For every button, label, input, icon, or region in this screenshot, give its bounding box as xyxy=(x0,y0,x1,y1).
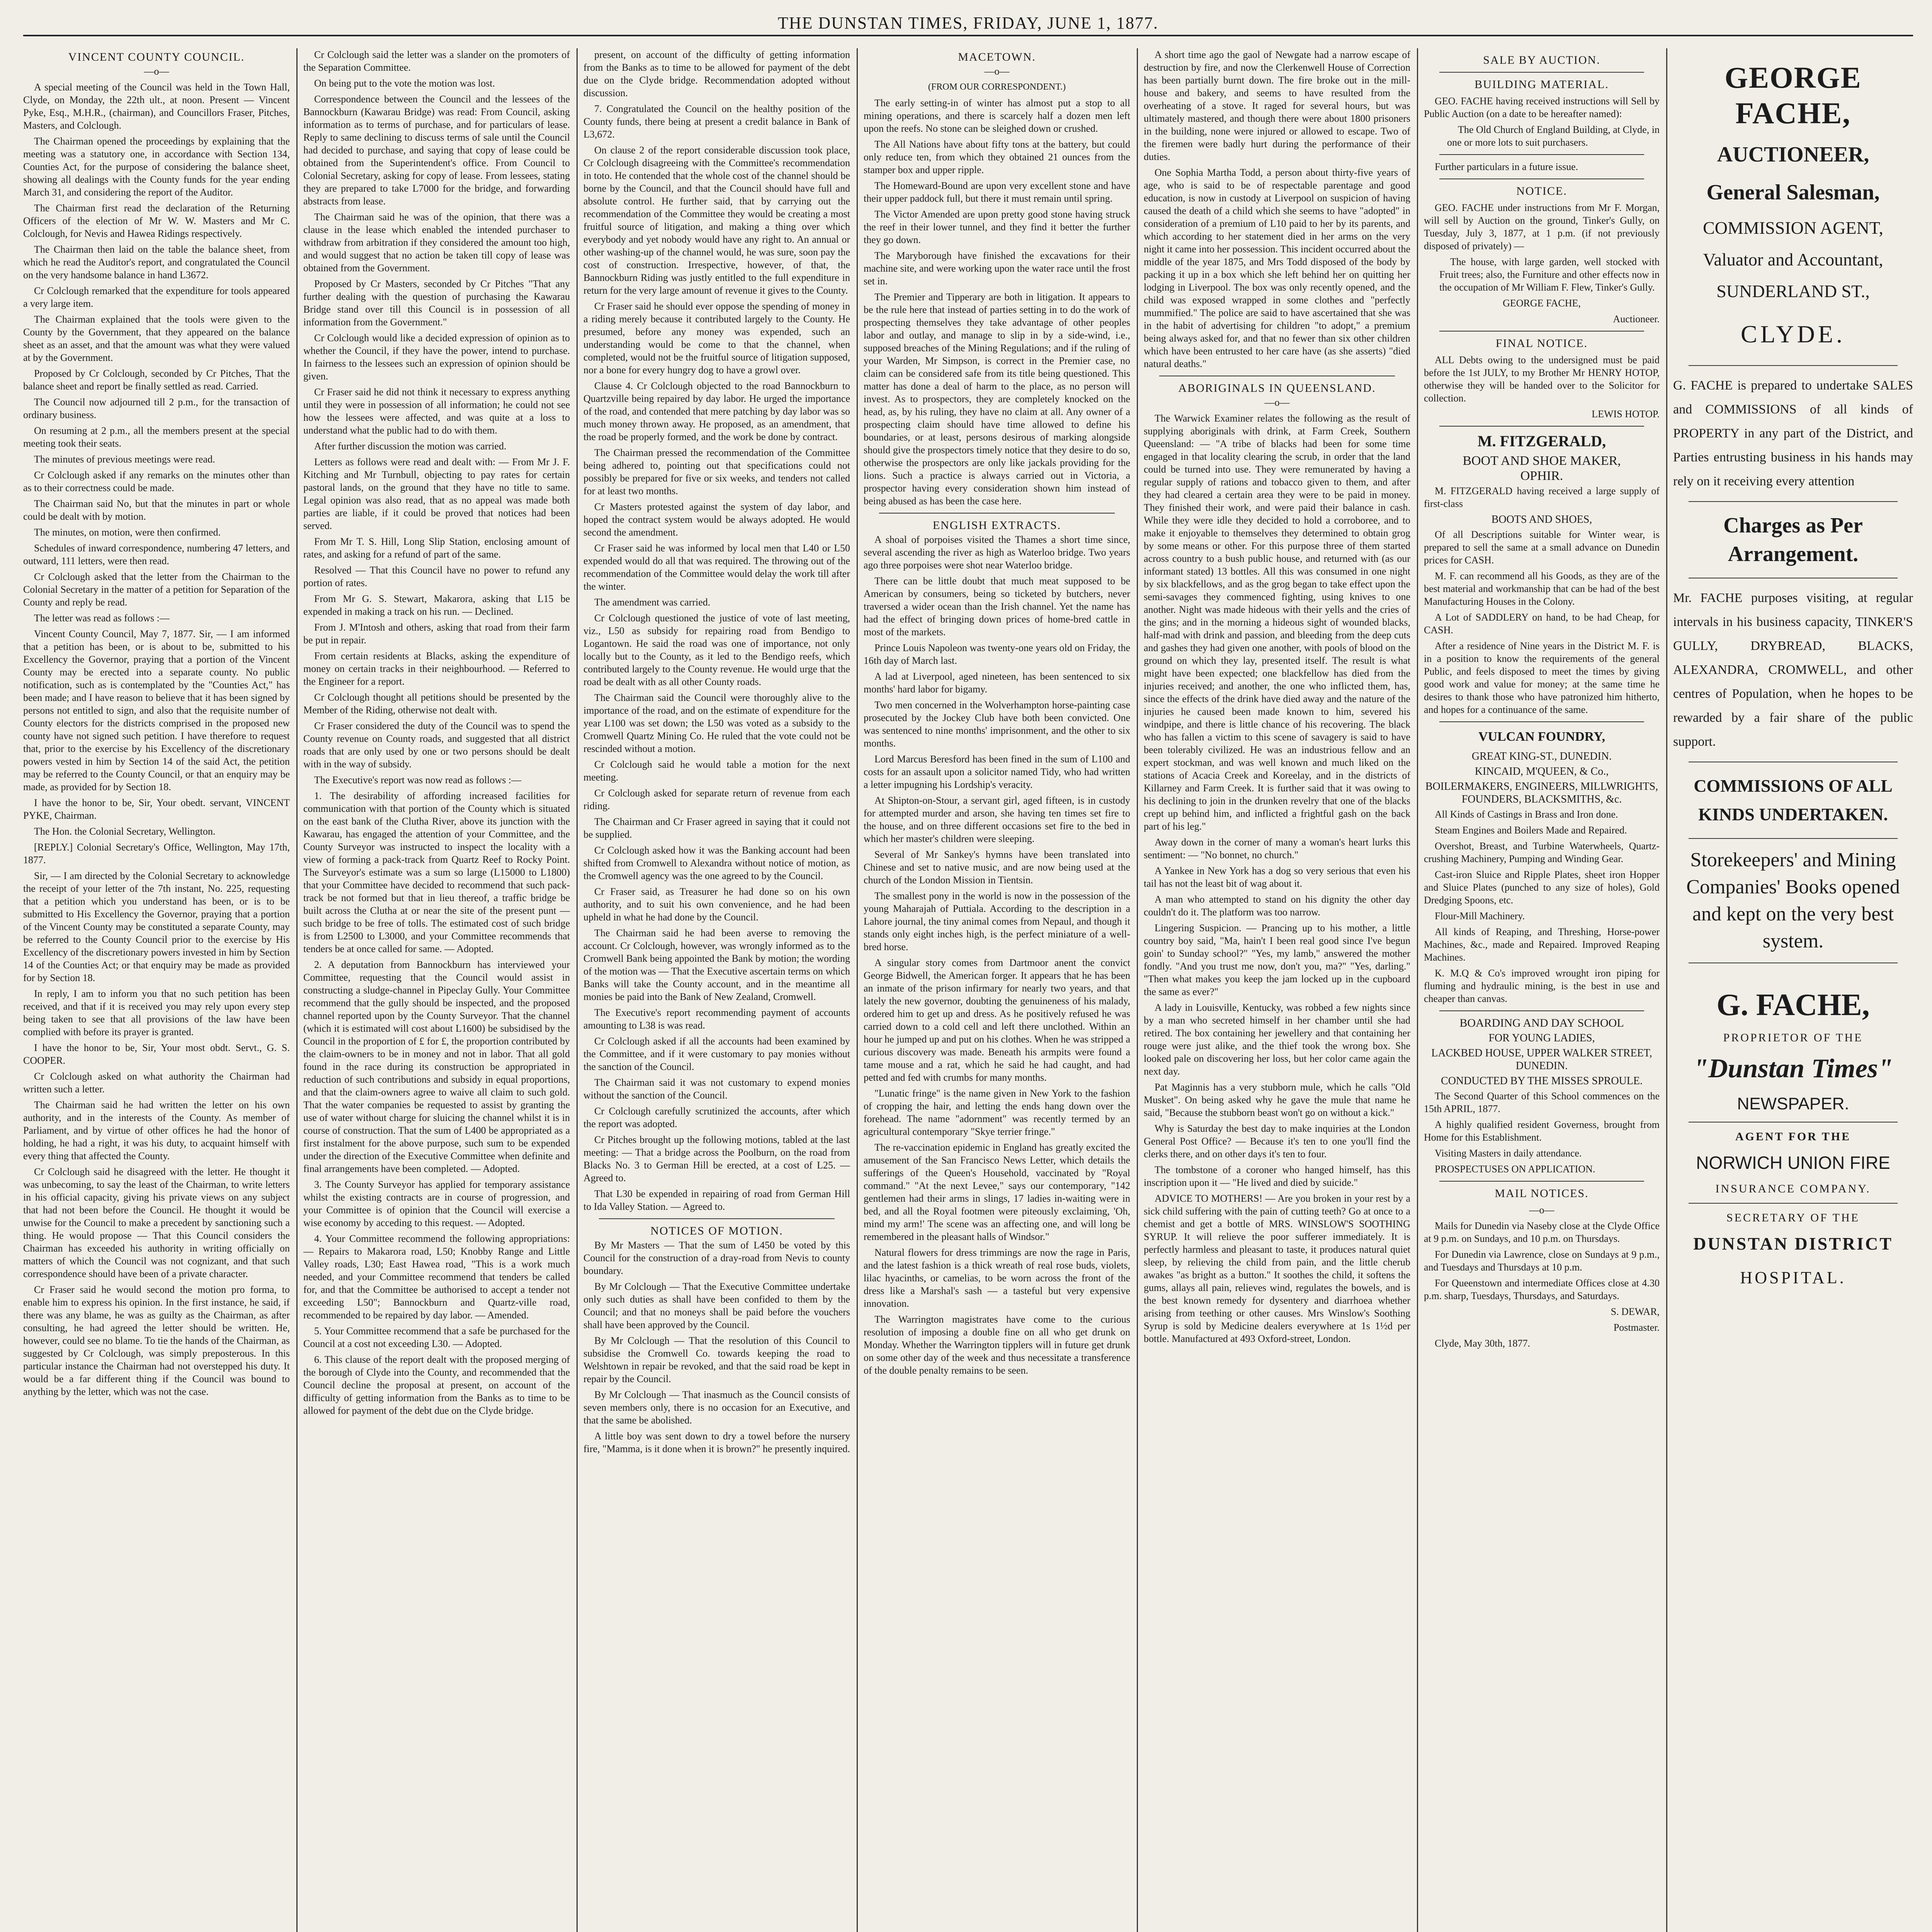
paragraph: For Queenstown and intermediate Offices close at 4.30 p.m. sharp, Tuesdays, Thursdays, and Saturdays. xyxy=(1424,1277,1660,1301)
paragraph: By Mr Colclough — That the resolution of this Council to subsidise the Cromwell Co. towards keeping the road to Welshtown in repair be revoked, and that the said road be kept in repair by the Council. xyxy=(583,1335,850,1384)
advert-text: Mr. FACHE purposes visiting, at regular intervals in his business capacity, TINKER'S GULLY, DRYBREAD, BLACKS, ALEXANDRA, CROMWELL, and other centres of Population, when he hopes to be rewarded by a fair share of the public support. xyxy=(1673,591,1913,749)
paragraph: 1. The desirability of affording increased facilities for communication with that portion of the County which is situated on the east bank of the Clutha River, above its junction with the Kawarau, has engaged the attention of your Committee, and the County Surveyor was instructed to inspect the locality with a view of forming a pack-track from Quartz Reef to Rocky Point. The Surveyor's estimate was a sum so large (L15000 to L1800) that your Committee have decided to recommend that such pack-track be not formed but that in lieu thereof, a traffic bridge be built across the Clutha at or near the site of the present punt — such bridge to be free of tolls. The estimated cost of such bridge is from L2500 to L3000, and your Committee recommends that tenders be at once called for same. — Adopted. xyxy=(303,790,570,954)
paragraph: The Premier and Tipperary are both in litigation. It appears to be the rule here that instead of parties setting in to do the work of prospecting themselves they take advantage of other peoples labor and outlay, and manage to slip in by a side-wind, i.e., supposed breaches of the Mining Regulations; and if the ruling of your Warden, Mr Simpson, is correct in the Premier case, no claim can be considered safe from its title being questioned. This matter has done a deal of harm to the place, as no person will invest. As to prospectors, they are completely knocked on the head, as, by his ruling, they have no claim at all. Any owner of a prospecting claim should have time allowed to define his boundaries, or at least, persons desirous of marking alongside should give the prospectors timely notice that they desire to do so, otherwise the prospectors are only like jackals providing for the lions. Such a practice is always carried out in Victoria, a prospector having every consideration shown him instead of being abused as has been the case here. xyxy=(864,291,1130,507)
advert-line: NORWICH UNION FIRE xyxy=(1696,1153,1890,1173)
paragraph: The Chairman said No, but that the minutes in part or whole could be dealt with by motion. xyxy=(23,498,290,522)
article-body xyxy=(864,533,1130,1377)
divider xyxy=(1439,1010,1644,1011)
paragraph: present, on account of the difficulty of getting information from the Banks as to time to be allowed for payment of the debt due on the Clyde bridge. Recommendation adopted without discussion. xyxy=(583,49,850,99)
article-byline: (FROM OUR CORRESPONDENT.) xyxy=(928,82,1066,92)
paragraph: Cr Colclough carefully scrutinized the accounts, after which the report was adopted. xyxy=(583,1105,850,1129)
ad-subtitle: BUILDING MATERIAL. xyxy=(1475,78,1609,91)
paragraph: Why is Saturday the best day to make inquiries at the London General Post Office? — Because it's ten to one you'll find the clerks there, and on other days it's ten to four. xyxy=(1144,1123,1410,1160)
paragraph: Cr Pitches brought up the following motions, tabled at the last meeting: — That a bridge across the Poolburn, on the road from Blacks No. 3 to German Hill be erected, at a cost of L25. — Agreed to. xyxy=(583,1134,850,1184)
column-6-advertisements xyxy=(1424,48,1660,1932)
paragraph: Cr Colclough asked on what authority the Chairman had written such a letter. xyxy=(23,1071,290,1095)
divider xyxy=(1689,838,1898,839)
paragraph: All Kinds of Castings in Brass and Iron done. xyxy=(1435,809,1618,820)
paragraph: The amendment was carried. xyxy=(594,597,711,608)
article-body xyxy=(23,81,290,1398)
advert-line: COMMISSIONS OF ALL KINDS UNDERTAKEN. xyxy=(1694,776,1893,824)
paragraph: Cr Colclough thought all petitions should be presented by the Member of the Riding, otherwise not dealt with. xyxy=(303,692,570,716)
divider xyxy=(1439,331,1644,332)
ad-signature: GEORGE FACHE, xyxy=(1503,298,1581,309)
ad-text: ALL Debts owing to the undersigned must be paid before the 1st JULY, to my Brother Mr HENRY HOTOP, otherwise they will be handed over to the Solicitor for collection. xyxy=(1424,354,1660,404)
advert-line: General Salesman, xyxy=(1706,180,1880,204)
paragraph: All kinds of Reaping, and Threshing, Horse-power Machines, &c., made and Repaired. Improved Reaping Machines. xyxy=(1424,926,1660,963)
paragraph: Cast-iron Sluice and Ripple Plates, sheet iron Hopper and Sluice Plates (punched to any size of holes), Gold Dredging Spoons, etc. xyxy=(1424,869,1660,906)
ad-heading: M. FITZGERALD, xyxy=(1477,432,1606,450)
article-body xyxy=(864,97,1130,507)
ad-subheading: GREAT KING-ST., DUNEDIN. xyxy=(1471,750,1612,762)
ad-text: After a residence of Nine years in the District M. F. is in a position to know the requirements of the general Public, and feels disposed to meet the times by giving good work and value for money; at the same time he desires to thank those who have patronized him hitherto, and hopes for a continuance of the same. xyxy=(1424,640,1660,715)
ad-heading: VULCAN FOUNDRY, xyxy=(1478,730,1605,744)
paragraph: Lord Marcus Beresford has been fined in the sum of L100 and costs for an assault upon a solicitor named Tidy, who had written a letter impugning his Lordship's veracity. xyxy=(864,753,1130,790)
paragraph: That L30 be expended in repairing of road from German Hill to Ida Valley Station. — Agreed to. xyxy=(583,1188,850,1212)
advert-line: AGENT FOR THE xyxy=(1735,1130,1851,1143)
paragraph: For Dunedin via Lawrence, close on Sundays at 9 p.m., and Tuesdays and Thursdays at 10 p.m. xyxy=(1424,1249,1660,1273)
paragraph: [REPLY.] Colonial Secretary's Office, Wellington, May 17th, 1877. xyxy=(23,842,290,866)
paragraph: I have the honor to be, Sir, Your obedt. servant, VINCENT PYKE, Chairman. xyxy=(23,797,290,821)
paragraph: The Chairman explained that the tools were given to the County by the Government, that they appeared on the balance sheet as an asset, and that the amount was what they were valued at by the Government. xyxy=(23,314,290,363)
paragraph: Cr Colclough asked for separate return of revenue from each riding. xyxy=(583,787,850,811)
paragraph: On clause 2 of the report considerable discussion took place, Cr Colclough disagreeing with the Committee's recommendation in toto. He contended that the whole cost of the channel should be borne by the Council, and that the Council should have full and absolute control. He further said, that by carrying out the recommendation of the Committee they would be creating a most fruitful source of litigation, and making a thing over which everybody and yet nobody would have any right to. An annual or other washing-up of the channel would, he was sure, soon pay the cost of construction. Irrespective, however, of that, the Bannockburn Riding was justly entitled to the full expenditure in return for the very large amount of revenue it gives to the County. xyxy=(583,145,850,296)
paragraph: Cr Colclough said he would table a motion for the next meeting. xyxy=(583,759,850,783)
article-body xyxy=(303,48,570,1417)
paragraph: From certain residents at Blacks, asking the expenditure of money on certain tracks in their neighbourhood. — Referred to the Engineer for a report. xyxy=(303,650,570,687)
paragraph: Lingering Suspicion. — Prancing up to his mother, a little country boy said, "Ma, hain't I been real good since I've begun goin' to Sunday school?" "Yes, my lamb," answered the mother fondly. "And you trust me now, don't you, ma?" "Yes, darling." "Then what makes you keep the jam locked up in the cupboard the same as ever?" xyxy=(1144,922,1410,997)
advert-line: DUNSTAN DISTRICT xyxy=(1693,1234,1893,1253)
paragraph: K. M.Q & Co's improved wrought iron piping for fluming and hydraulic mining, is the best in use and cheaper than canvas. xyxy=(1424,968,1660,1004)
paragraph: 3. The County Surveyor has applied for temporary assistance whilst the existing contracts are in course of progression, and your Committee is of opinion that the Council will exercise a wise economy by acceding to this request. — Adopted. xyxy=(303,1179,570,1228)
column-4 xyxy=(864,48,1130,1932)
paragraph: The Warrington magistrates have come to the curious resolution of imposing a double fine on all who get drunk on Monday. Whether the Warrington tipplers will in future get drunk on some other day of the week and thus necessitate a transference of the double penalty remains to be seen. xyxy=(864,1314,1130,1376)
advert-line: INSURANCE COMPANY. xyxy=(1715,1182,1871,1195)
paragraph: Cr Colclough remarked that the expenditure for tools appeared a very large item. xyxy=(23,285,290,309)
advert-line: AUCTIONEER, xyxy=(1717,143,1869,167)
ad-text: Of all Descriptions suitable for Winter wear, is prepared to sell the same at a small advance on Dunedin prices for CASH. xyxy=(1424,529,1660,566)
ad-role: Postmaster. xyxy=(1613,1322,1660,1333)
article-title: VINCENT COUNTY COUNCIL. xyxy=(68,51,245,63)
advert-line: Valuator and Accountant, xyxy=(1703,250,1883,269)
paragraph: The Maryborough have finished the excavations for their machine site, and were working upon the water race until the frost set in. xyxy=(864,250,1130,287)
advert-line: "Dunstan Times" xyxy=(1693,1054,1893,1083)
article-title: ABORIGINALS IN QUEENSLAND. xyxy=(1178,382,1376,395)
paragraph: The Second Quarter of this School commences on the 15th APRIL, 1877. xyxy=(1424,1090,1660,1114)
paragraph: Away down in the corner of many a woman's heart lurks this sentiment: — "No bonnet, no church." xyxy=(1144,837,1410,861)
paragraph: Cr Colclough would like a decided expression of opinion as to whether the Council, if they have the power, intend to purchase. In fairness to the lessees such an expression of opinion should be given. xyxy=(303,332,570,382)
paragraph: Overshot, Breast, and Turbine Waterwheels, Quartz-crushing Machinery, Pumping and Winding Gear. xyxy=(1424,840,1660,864)
advert-banner: GEORGE FACHE, xyxy=(1725,61,1862,130)
paragraph: A highly qualified resident Governess, brought from Home for this Establishment. xyxy=(1424,1119,1660,1143)
paragraph: Mails for Dunedin via Naseby close at the Clyde Office at 9 p.m. on Sundays, and 10 p.m. on Thursdays. xyxy=(1424,1220,1660,1244)
paragraph: The minutes, on motion, were then confirmed. xyxy=(34,527,221,538)
ad-heading: BOARDING AND DAY SCHOOL xyxy=(1459,1017,1624,1029)
paragraph: On being put to the vote the motion was lost. xyxy=(314,78,495,89)
paragraph: Cr Masters protested against the system of day labor, and hoped the contract system would be always adopted. He would second the amendment. xyxy=(583,501,850,538)
column-5 xyxy=(1144,48,1410,1932)
article-body xyxy=(1144,48,1410,370)
ad-text: M. FITZGERALD having received a large supply of first-class xyxy=(1424,485,1660,509)
column-rule xyxy=(577,48,578,1932)
ad-title: NOTICE. xyxy=(1516,185,1567,197)
ad-role: Auctioneer. xyxy=(1613,313,1660,325)
advert-line: COMMISSION AGENT, xyxy=(1703,218,1883,238)
paragraph: I have the honor to be, Sir, Your most obdt. Servt., G. S. COOPER. xyxy=(23,1042,290,1066)
paragraph: Cr Colclough asked if any remarks on the minutes other than as to their correctness could be made. xyxy=(23,469,290,493)
advert-line: SUNDERLAND ST., xyxy=(1716,281,1870,301)
paragraph: Vincent County Council, May 7, 1877. Sir, — I am informed that a petition has been, or is about to be, submitted to his Excellency the Governor, praying that a portion of the Vincent County may be erected into a separate county. No public notification, such as is contemplated by the "Counties Act," has been made; and I have reason to believe that it has been signed by persons not entitled to sign, and also that the requisite number of County electors for the districts comprised in the proposed new county have not signed such petition. I have therefore to request that, prior to the exercise by his Excellency of the discretionary powers vested in him by Section 14 of the said Act, the petition may be referred to the County Council, or that an enquiry may be made, as provided for by Section 18. xyxy=(23,628,290,793)
divider xyxy=(1439,1181,1644,1182)
ad-subheading: CONDUCTED BY THE MISSES SPROULE. xyxy=(1441,1075,1643,1087)
paragraph: The early setting-in of winter has almost put a stop to all mining operations, and there is scarcely half a dozen men left upon the reefs. No stone can be sleighed down or crushed. xyxy=(864,97,1130,134)
paragraph: Clause 4. Cr Colclough objected to the road Bannockburn to Quartzville being repaired by day labor. He urged the importance of the road, and contended that mere patching by day labor was so much money thrown away. He proposed, as an amendment, that the road be properly formed, and the work be done by contract. xyxy=(583,380,850,442)
advert-line: NEWSPAPER. xyxy=(1737,1094,1849,1113)
paragraph: There can be little doubt that much meat supposed to be American by consumers, being so ticketed by butchers, never traversed a wider ocean than the Irish channel. Yet the name has had the effect of bringing down prices of home-bred cattle in most of the markets. xyxy=(864,575,1130,638)
divider xyxy=(1439,154,1644,155)
paragraph: Steam Engines and Boilers Made and Repaired. xyxy=(1435,825,1627,836)
ad-signature: S. DEWAR, xyxy=(1611,1306,1660,1317)
paragraph: The Homeward-Bound are upon very excellent stone and have their upper paddock full, but there it must remain until spring. xyxy=(864,180,1130,204)
ad-list xyxy=(1424,808,1660,1005)
paragraph: Visiting Masters in daily attendance. xyxy=(1435,1148,1582,1159)
paragraph: The Chairman pressed the recommendation of the Committee being adhered to, pointing out that specifications could not possibly be prepared for five or six weeks, and tenders not called for at least two months. xyxy=(583,447,850,497)
advert-line: SECRETARY OF THE xyxy=(1726,1211,1860,1224)
advert-line: HOSPITAL. xyxy=(1740,1268,1846,1287)
ad-list xyxy=(1424,1090,1660,1175)
advert-line: PROPRIETOR OF THE xyxy=(1723,1031,1863,1044)
paragraph: From J. M'Intosh and others, asking that road from their farm be put in repair. xyxy=(303,622,570,646)
paragraph: The All Nations have about fifty tons at the battery, but could only reduce ten, from which they obtained 21 ounces from the stamper box and upper ripple. xyxy=(864,139,1130,175)
paragraph: Cr Fraser considered the duty of the Council was to spend the County revenue on County roads, and suggested that all district roads that are only used by one or two persons should be dealt with in the way of subsidy. xyxy=(303,720,570,770)
article-title: MACETOWN. xyxy=(958,51,1036,63)
paragraph: The Warwick Examiner relates the following as the result of supplying aboriginals with drink, at Farm Creek, Southern Queensland: — "A tribe of blacks had been for some time engaged in that locality clearing the scrub, in order that the land could be turned into use. They were remunerated by having a regular supply of rations and tobacco given to them, and after they had cleared a certain area they were to be paid in money. They finished their work, and were paid their balance in cash. While they were idle they decided to hold a corroboree, and to make it enjoyable to themselves they determined to obtain grog by some means or other. For this purpose three of them started across country to a bush public house, and returned with (as our informant stated) 13 bottles. All this was consumed in one night by six blackfellows, and as the grog began to take effect upon the semi-savages they commenced fighting, using knives to one another. Night was made hideous with their yells and the cries of the gins; and in the morning a hideous sight of wounded blacks, half-mad with drink and passion, and bleeding from the deep cuts and gashes they had given one another, with pools of blood on the ground on which they lay, presented itself. The result is what might have been expected; one blackfellow has died from the injuries received; and another, the one who inflicted them, has, since the effects of the drink have died away and the nature of the injuries he caused been made known to him, severed his windpipe, and there is little chance of his recovering. The black who has fallen a victim to this scene of savagery is said to have been tolerably civilized. He was an industrious fellow and an expert stockman, and was well known and much liked on the stations of Acacia Creek and Koreelay, and in the districts of Killarney and Farm Creek. It is further said that it was owing to his declining to join in the drunken revelry that one of the blacks crept up behind him, and inflicted a frightful gash on the back part of his leg." xyxy=(1144,413,1410,832)
paragraph: 6. This clause of the report dealt with the proposed merging of the borough of Clyde into the County, and recommended that the Council decline the proposal at present, on account of the difficulty of getting information from the Banks as to time to be allowed for payment of the debt due on the Clyde bridge. xyxy=(303,1354,570,1416)
divider xyxy=(1689,1203,1898,1204)
ad-title: SALE BY AUCTION. xyxy=(1483,54,1600,66)
ad-text: GEO. FACHE under instructions from Mr F. Morgan, will sell by Auction on the ground, Tinker's Gully, on Tuesday, July 3, 1877, at 1 p.m. (if not previously disposed of privately) — xyxy=(1424,202,1660,252)
paragraph: Cr Fraser said he should ever oppose the spending of money in a riding merely because it contributed largely to the County. He presumed, before any money was expended, such an understanding would be come to that the channel, when completed, would not be the fruitful source of litigation supposed, nor a bone for every hungry dog to have a growl over. xyxy=(583,301,850,376)
paragraph: The Hon. the Colonial Secretary, Wellington. xyxy=(34,826,216,837)
paragraph: Correspondence between the Council and the lessees of the Bannockburn (Kawarau Bridge) was read: From Council, asking information as to terms of purchase, and for particulars of lease. Reply to same declining to discuss terms of sale until the Council had decided to purchase, and saying that copy of lease could be obtained from the Superintendent's office. From Council to Colonial Secretary, asking for copy of lease. From lessees, stating they are prepared to take L7000 for the bridge, and forwarding abstracts from lease. xyxy=(303,94,570,207)
notices-title: NOTICES OF MOTION. xyxy=(650,1225,783,1237)
paragraph: A lady in Louisville, Kentucky, was robbed a few nights since by a man who secreted himself in her chamber until she had retired. The box containing her jewellery and that containing her rouge were just alike, and the thief took the wrong box. She looked pale on discovering her loss, but her color came again the next day. xyxy=(1144,1002,1410,1077)
ad-subheading: BOOTS AND SHOES, xyxy=(1491,514,1592,526)
paragraph: Cr Colclough asked that the letter from the Chairman to the Colonial Secretary in the matter of a petition for Separation of the County and reply be read. xyxy=(23,571,290,608)
paragraph: A special meeting of the Council was held in the Town Hall, Clyde, on Monday, the 22th ult., at noon. Present — Vincent Pyke, Esq., M.H.R., (chairman), and Councillors Fraser, Pitches, Masters, and Colclough. xyxy=(23,82,290,131)
paragraph: By Mr Colclough — That the Executive Committee undertake only such duties as shall have been confided to them by the Council; and that no moneys shall be paid before the vouchers shall have been approved by the Council. xyxy=(583,1281,850,1330)
paragraph: The Chairman said it was not customary to expend monies without the sanction of the Council. xyxy=(583,1077,850,1101)
paragraph: Schedules of inward correspondence, numbering 47 letters, and outward, 111 letters, were then read. xyxy=(23,543,290,566)
paragraph: Sir, — I am directed by the Colonial Secretary to acknowledge the receipt of your letter of the 7th instant, No. 225, requesting that a petition which you understand has been, or is to be submitted to His Excellency the Governor, praying that a portion of the Vincent County may be constituted a separate County, may be referred to the County Council prior to the exercise by His Excellency of the discretionary powers invested in him by Section 14 of the Counties Act; or that enquiry may be made as provided for by Section 18. xyxy=(23,870,290,983)
ad-date: Clyde, May 30th, 1877. xyxy=(1435,1338,1530,1349)
paragraph: The Chairman opened the proceedings by explaining that the meeting was a statutory one, in accordance with Section 134, Counties Act, for the purpose of considering the balance sheet, showing all dealings with the County funds for the year ending March 31, and considering the report of the Auditor. xyxy=(23,136,290,198)
paragraph: Natural flowers for dress trimmings are now the rage in Paris, and the latest fashion is a thick wreath of real rose buds, violets, lilac hyacinths, or camelias, to be worn across the front of the dress like a Marshal's sash — a tasteful but very expensive innovation. xyxy=(864,1247,1130,1309)
paragraph: A little boy was sent down to dry a towel before the nursery fire, "Mamma, is it done when it is brown?" he presently inquired. xyxy=(583,1430,850,1454)
paragraph: The Chairman said the Council were thoroughly alive to the importance of the road, and on the estimate of expenditure for the year L100 was set down; the L50 was voted as a subsidy to the Cromwell Quartz Mining Co. He ruled that the vote could not be rescinded without a motion. xyxy=(583,692,850,754)
ad-title: MAIL NOTICES. xyxy=(1495,1187,1589,1200)
column-7-fache-advert xyxy=(1673,48,1913,1932)
column-rule xyxy=(1666,48,1667,1932)
paragraph: Flour-Mill Machinery. xyxy=(1435,910,1525,922)
ad-subheading: BOOT AND SHOE MAKER, xyxy=(1463,454,1621,468)
paragraph: One Sophia Martha Todd, a person about thirty-five years of age, who is said to be of respectable parentage and good education, is now in custody at Liverpool on suspicion of having caused the death of a child which she seems to have "adopted" in consideration of a premium of L10 paid to her by its parents, and which according to her statement died in her arms on the very night it came into her possession. This incident occurred about the middle of the year 1875, and Mrs Todd disposed of the body by packing it up in a box which she left behind her on quitting her lodging in Liverpool. The box was only recently opened, and the child was exposed wrapped in some clothes and "perfectly mummified." The police are said to have ascertained that she was in the habit of advertising for children "to adopt," a premium being always asked for, and that no fewer than six other children which have been entrusted to her care have (as she asserts) "died natural deaths." xyxy=(1144,167,1410,369)
ad-text: The Old Church of England Building, at Clyde, in one or more lots to suit purchasers. xyxy=(1447,124,1660,148)
column-1 xyxy=(23,48,290,1932)
divider xyxy=(1439,72,1644,73)
ad-subheading: FOR YOUNG LADIES, xyxy=(1488,1032,1595,1044)
column-3 xyxy=(583,48,850,1932)
article-body xyxy=(583,48,850,1213)
column-rule xyxy=(296,48,298,1932)
paragraph: The Executive's report was now read as follows :— xyxy=(314,774,522,786)
paragraph: A singular story comes from Dartmoor anent the convict George Bidwell, the American forger. It appears that he has been an inmate of the prison infirmary for nearly two years, and that lately the new governor, doubting the genuineness of his malady, ordered him to get up and dress. As he positively refused he was carried down to a cold cell and left there unclothed. Within an hour he jumped up and put on his clothes. When he was stripped a curious discovery was made. Beneath his armpits were found a tame mouse and a rat, which he said he had caught, and had petted and fed with crumbs for many months. xyxy=(864,957,1130,1083)
paragraph: By Mr Colclough — That inasmuch as the Council consists of seven members only, there is no occasion for an Executive, and that the same be abolished. xyxy=(583,1389,850,1426)
paragraph: Cr Colclough said the letter was a slander on the promoters of the Separation Committee. xyxy=(303,49,570,73)
paragraph: From Mr G. S. Stewart, Makarora, asking that L15 be expended in making a track on his run. — Declined. xyxy=(303,593,570,617)
paragraph: A man who attempted to stand on his dignity the other day couldn't do it. The platform was too narrow. xyxy=(1144,894,1410,918)
divider xyxy=(879,513,1115,514)
column-2 xyxy=(303,48,570,1932)
paragraph: Several of Mr Sankey's hymns have been translated into Chinese and set to native music, and are now being used at the church of the London Mission in Tientsin. xyxy=(864,849,1130,886)
paragraph: A short time ago the gaol of Newgate had a narrow escape of destruction by fire, and now the Clerkenwell House of Correction has been partially burnt down. The fire broke out in the mill-house and bakery, and seems to have resulted from the overheating of a stove. It raged for several hours, but was ultimately mastered, and though there were about 1800 prisoners in the building, none were injured or allowed to escape. Two of the firemen were badly hurt during the performance of their duties. xyxy=(1144,49,1410,162)
paragraph: A shoal of porpoises visited the Thames a short time since, several ascending the river as high as Waterloo bridge. Two years ago three porpoises were shot near Waterloo bridge. xyxy=(864,534,1130,571)
paragraph: 5. Your Committee recommend that a safe be purchased for the Council at a cost not exceeding L30. — Adopted. xyxy=(303,1325,570,1349)
divider xyxy=(1689,501,1898,502)
advert-text: G. FACHE is prepared to undertake SALES and COMMISSIONS of all kinds of PROPERTY in any part of the District, and Parties entrusting business in his hands may rely on it receiving every attention xyxy=(1673,378,1913,488)
ad-subheading: BOILERMAKERS, ENGINEERS, MILLWRIGHTS, FOUNDERS, BLACKSMITHS, &c. xyxy=(1425,781,1658,805)
paragraph: The smallest pony in the world is now in the possession of the young Maharajah of Puttiala. According to the description in a Lahore journal, the tiny animal comes from Nepaul, and though it stands only eight inches high, is the perfect miniature of a well-bred horse. xyxy=(864,890,1130,952)
divider xyxy=(1689,365,1898,366)
paragraph: After further discussion the motion was carried. xyxy=(314,440,507,452)
paragraph: The Victor Amended are upon pretty good stone having struck the reef in their lower tunnel, and they find it better the further they go down. xyxy=(864,209,1130,245)
column-rule xyxy=(1137,48,1138,1932)
ad-text: GEO. FACHE having received instructions will Sell by Public Auction (on a date to be hereafter named): xyxy=(1424,95,1660,119)
separator: —o— xyxy=(144,66,169,77)
paragraph: 7. Congratulated the Council on the healthy position of the County funds, there being at present a credit balance in Bank of L3,672. xyxy=(583,103,850,140)
paragraph: Proposed by Cr Colclough, seconded by Cr Pitches, That the balance sheet and report be finally settled as read. Carried. xyxy=(23,368,290,392)
paragraph: 2. A deputation from Bannockburn has interviewed your Committee, requesting that the Council would assist in constructing a sludge-channel in Pipeclay Gully. Your Committee recommend that the gully should be inspected, and the proposed channel reported upon by the County Surveyor. That the channel (which it is estimated will cost about L1600) be subsidised by the Council in the proportion of £ for £, the proportion contributed by the claim-owners to be in money and not in labor. That all gold found in the race during its construction be appropriated in reduction of such contributions and subsidy in equal proportions, and that the claim-owners agree to waive all claim to such gold. That the water companies be requested to assist by granting the use of water without charge for sluicing the channel whilst it is in course of construction. That the sum of L400 be appropriated as a first instalment for the above purpose, such sum to be expended under the direction of the Executive Committee when definite and final arrangements have been completed. — Adopted. xyxy=(303,959,570,1174)
advert-line: G. FACHE, xyxy=(1716,988,1870,1022)
paragraph: Resolved — That this Council have no power to refund any portion of rates. xyxy=(303,565,570,588)
column-rule xyxy=(1417,48,1418,1932)
ad-text: The house, with large garden, well stocked with Fruit trees; also, the Furniture and other effects now in the occupation of Mr William F. Flew, Tinker's Gully. xyxy=(1439,256,1660,293)
separator: —o— xyxy=(1264,397,1290,408)
paragraph: Proposed by Cr Masters, seconded by Cr Pitches "That any further dealing with the question of purchasing the Kawarau Bridge stand over till this Council is in possession of all information from the Government." xyxy=(303,278,570,328)
advert-line: Storekeepers' and Mining Companies' Books opened and kept on the very best system. xyxy=(1686,849,1900,952)
divider xyxy=(1439,426,1644,427)
paragraph: Cr Colclough questioned the justice of vote of last meeting, viz., L50 as subsidy for repairing road from Bendigo to Logantown. He said the road was one of importance, not only locally but to the County, as it led to the Bendigo reefs, which contributed largely to the County revenue. He would urge that the road be dealt with as all other County roads. xyxy=(583,612,850,687)
paragraph: PROSPECTUSES ON APPLICATION. xyxy=(1435,1163,1595,1175)
paragraph: Cr Fraser said he did not think it necessary to express anything until they were in possession of all information; he could not see how the lessees were affected, and was quite at a loss to understand what the public had to do with them. xyxy=(303,386,570,436)
separator: —o— xyxy=(984,66,1010,77)
column-rule xyxy=(857,48,858,1932)
article-title: ENGLISH EXTRACTS. xyxy=(932,519,1061,532)
ad-signature: LEWIS HOTOP. xyxy=(1592,408,1660,420)
paragraph: Pat Maginnis has a very stubborn mule, which he calls "Old Musket". On being asked why he gave the mule that name he said, "Because the stubborn beast won't go on without a kick." xyxy=(1144,1082,1410,1118)
paragraph: The Chairman said he had written the letter on his own authority, and in the interests of the County. As member of Parliament, and by virtue of other offices he had the honor of holding, he had a right, it was his duty, to acquaint himself with every thing that affected the County. xyxy=(23,1099,290,1162)
paragraph: Two men concerned in the Wolverhampton horse-painting case prosecuted by the Jockey Club have both been convicted. One was sentenced to nine months' imprisonment, and the other to six months. xyxy=(864,699,1130,749)
paragraph: Cr Fraser said he would second the motion pro forma, to enable him to express his opinion. In the first instance, he said, if there was any blame, he was as guilty as the Chairman, as after consulting, he had agreed the letter should be written. He, however, could see no blame. To tie the hands of the Chairman, as suggested by Cr Colclough, was simply preposterous. In this particular instance the Chairman had not overstepped his duty. It would be a far different thing if the Council was bound to anything by the letter, which was not the case. xyxy=(23,1284,290,1397)
ad-subheading: OPHIR. xyxy=(1520,469,1563,483)
ad-title: FINAL NOTICE. xyxy=(1495,337,1588,350)
paragraph: The Council now adjourned till 2 p.m., for the transaction of ordinary business. xyxy=(23,396,290,420)
paragraph: Cr Colclough asked how it was the Banking account had been shifted from Cromwell to Alexandra without notice of motion, as the Cromwell agency was the one agreed to by the Council. xyxy=(583,845,850,881)
paragraph: The re-vaccination epidemic in England has greatly excited the amusement of the San Francisco News Letter, which details the sufferings of the Queen's Household, vaccinated by "Royal command." "At the next Levee," says our contemporary, "142 gentlemen had their arms in slings, 17 ladies in-waiting were in bed, and all the Royal footmen were piteously exclaiming, 'Oh, mind my arm!' The scene was an affecting one, and will long be remembered in the pleasant halls of Windsor." xyxy=(864,1142,1130,1242)
ad-subheading: KINCAID, M'QUEEN, & Co., xyxy=(1475,765,1609,777)
paragraph: The letter was read as follows :— xyxy=(34,612,170,624)
advert-line: Charges as Per Arrangement. xyxy=(1723,514,1863,566)
paragraph: Prince Louis Napoleon was twenty-one years old on Friday, the 16th day of March last. xyxy=(864,642,1130,666)
ad-text: Further particulars in a future issue. xyxy=(1435,161,1578,172)
paragraph: A Yankee in New York has a dog so very serious that even his tail has not the least bit of wag about it. xyxy=(1144,865,1410,889)
paragraph: ADVICE TO MOTHERS! — Are you broken in your rest by a sick child suffering with the pain of cutting teeth? Go at once to a chemist and get a bottle of MRS. WINSLOW'S SOOTHING SYRUP. It will relieve the poor sufferer immediately. It is perfectly harmless and pleasant to taste, it produces natural quiet sleep, by relieving the child from pain, and the little cherub awakes "as bright as a button." It soothes the child, it softens the gums, allays all pain, relieves wind, regulates the bowels, and is the best known remedy for dysentery and diarrhoea whether arising from teething or other causes. Mrs Winslow's Soothing Syrup is sold by Medicine dealers everywhere at 1s 1½d per bottle. Manufactured at 493 Oxford-street, London. xyxy=(1144,1193,1410,1344)
paragraph: Cr Fraser said, as Treasurer he had done so on his own authority, and to suit his own convenience, and he had been upheld in what he had done by the Council. xyxy=(583,886,850,923)
advert-line: CLYDE. xyxy=(1741,320,1845,348)
paragraph: The Executive's report recommending payment of accounts amounting to L38 is was read. xyxy=(583,1007,850,1031)
article-body xyxy=(1144,412,1410,1345)
newspaper-page xyxy=(23,12,1913,1932)
paragraph: By Mr Masters — That the sum of L450 be voted by this Council for the construction of a dray-road from Nevis to county boundary. xyxy=(583,1240,850,1276)
paragraph: A lad at Liverpool, aged nineteen, has been sentenced to six months' hard labor for bigamy. xyxy=(864,671,1130,695)
masthead: THE DUNSTAN TIMES, FRIDAY, JUNE 1, 1877. xyxy=(23,12,1913,36)
separator: —o— xyxy=(1529,1204,1554,1216)
paragraph: The tombstone of a coroner who hanged himself, has this inscription upon it — "He lived and died by suicide." xyxy=(1144,1164,1410,1188)
paragraph: The Chairman said he had been averse to removing the account. Cr Colclough, however, was wrongly informed as to the Cromwell Bank being appointed the Bank by motion; the wording of the motion was — That the Executive ascertain terms on which Banks will take the County account, and in the meantime all monies be paid into the Bank of New Zealand, Cromwell. xyxy=(583,927,850,1002)
paragraph: "Lunatic fringe" is the name given in New York to the fashion of cropping the hair, and letting the ends hang down over the forehead. The name "adornment" was recently termed by an agricultural contemporary "Skye terrier fringe." xyxy=(864,1088,1130,1137)
paragraph: At Shipton-on-Stour, a servant girl, aged fifteen, is in custody for attempted murder and arson, she having ten times set fire to the house, and on three different occasions set fire to the bed in which her master's children were sleeping. xyxy=(864,795,1130,844)
paragraph: The Chairman then laid on the table the balance sheet, from which he read the Auditor's report, and congratulated the Council on the very handsome balance in hand L3672. xyxy=(23,244,290,281)
ad-text: M. F. can recommend all his Goods, as they are of the best material and workmanship that can be had of the best Manufacturing Houses in the Colony. xyxy=(1424,570,1660,607)
ad-subheading: LACKBED HOUSE, UPPER WALKER STREET, DUNEDIN. xyxy=(1431,1047,1652,1072)
divider xyxy=(599,1218,835,1219)
ad-list xyxy=(1424,1219,1660,1302)
paragraph: Letters as follows were read and dealt with: — From Mr J. F. Kitching and Mr Turnbull, objecting to pay rates for certain pastoral lands, on the ground that they have no title to same. Legal opinion was also read, that as no appeal was made both parties are liable, if it could be proved that notices had been served. xyxy=(303,456,570,531)
notices-body xyxy=(583,1239,850,1455)
paragraph: The Chairman and Cr Fraser agreed in saying that it could not be supplied. xyxy=(583,816,850,840)
paragraph: The Chairman said he was of the opinion, that there was a clause in the lease which enabled the intended purchaser to withdraw from arbitration if they considered the amount too high, and would suggest that no action be taken till copy of lease was obtained from the Government. xyxy=(303,211,570,274)
paragraph: On resuming at 2 p.m., all the members present at the special meeting took their seats. xyxy=(23,425,290,449)
divider xyxy=(1439,721,1644,722)
paragraph: Cr Colclough asked if all the accounts had been examined by the Committee, and if it were customary to pay monies without the sanction of the Council. xyxy=(583,1036,850,1072)
ad-text: A Lot of SADDLERY on hand, to be had Cheap, for CASH. xyxy=(1424,612,1660,636)
paragraph: 4. Your Committee recommend the following appropriations: — Repairs to Makarora road, L50; Knobby Range and Little Valley roads, L30; East Hawea road, "This is a work much needed, and your Committee recommend that tenders be called for, and that the Committee be authorised to accept a tender not exceeding L50"; Bannockburn and Quartz-ville road, recommended to be repaired by day labor. — Amended. xyxy=(303,1233,570,1321)
paragraph: Cr Colclough said he disagreed with the letter. He thought it was unbecoming, to say the least of the Chairman, to write letters in his official capacity, giving his private views on any subject that had not been before the Council. He thought it would be unwise for the Council to make a precedent by sanctioning such a thing. He would propose — That this Council considers the Chairman has exceeded his authority in writing officially on matters of which the Council was not cognizant, and that such correspondence should have been of a private character. xyxy=(23,1166,290,1279)
paragraph: The minutes of previous meetings were read. xyxy=(34,454,215,465)
paragraph: The Chairman first read the declaration of the Returning Officers of the election of Mr W. W. Masters and Mr C. Colclough, for Nevis and Hawea Ridings respectively. xyxy=(23,202,290,239)
paragraph: From Mr T. S. Hill, Long Slip Station, enclosing amount of rates, and asking for a refund of part of the same. xyxy=(303,536,570,560)
paragraph: In reply, I am to inform you that no such petition has been received, and that if it is received you may rely upon every step being taken to see that all provisions of the law have been complied with before its prayer is granted. xyxy=(23,988,290,1037)
paragraph: Cr Fraser said he was informed by local men that L40 or L50 expended would do all that was required. The throwing out of the recommendation of the Committee would delay the work till after the winter. xyxy=(583,543,850,592)
